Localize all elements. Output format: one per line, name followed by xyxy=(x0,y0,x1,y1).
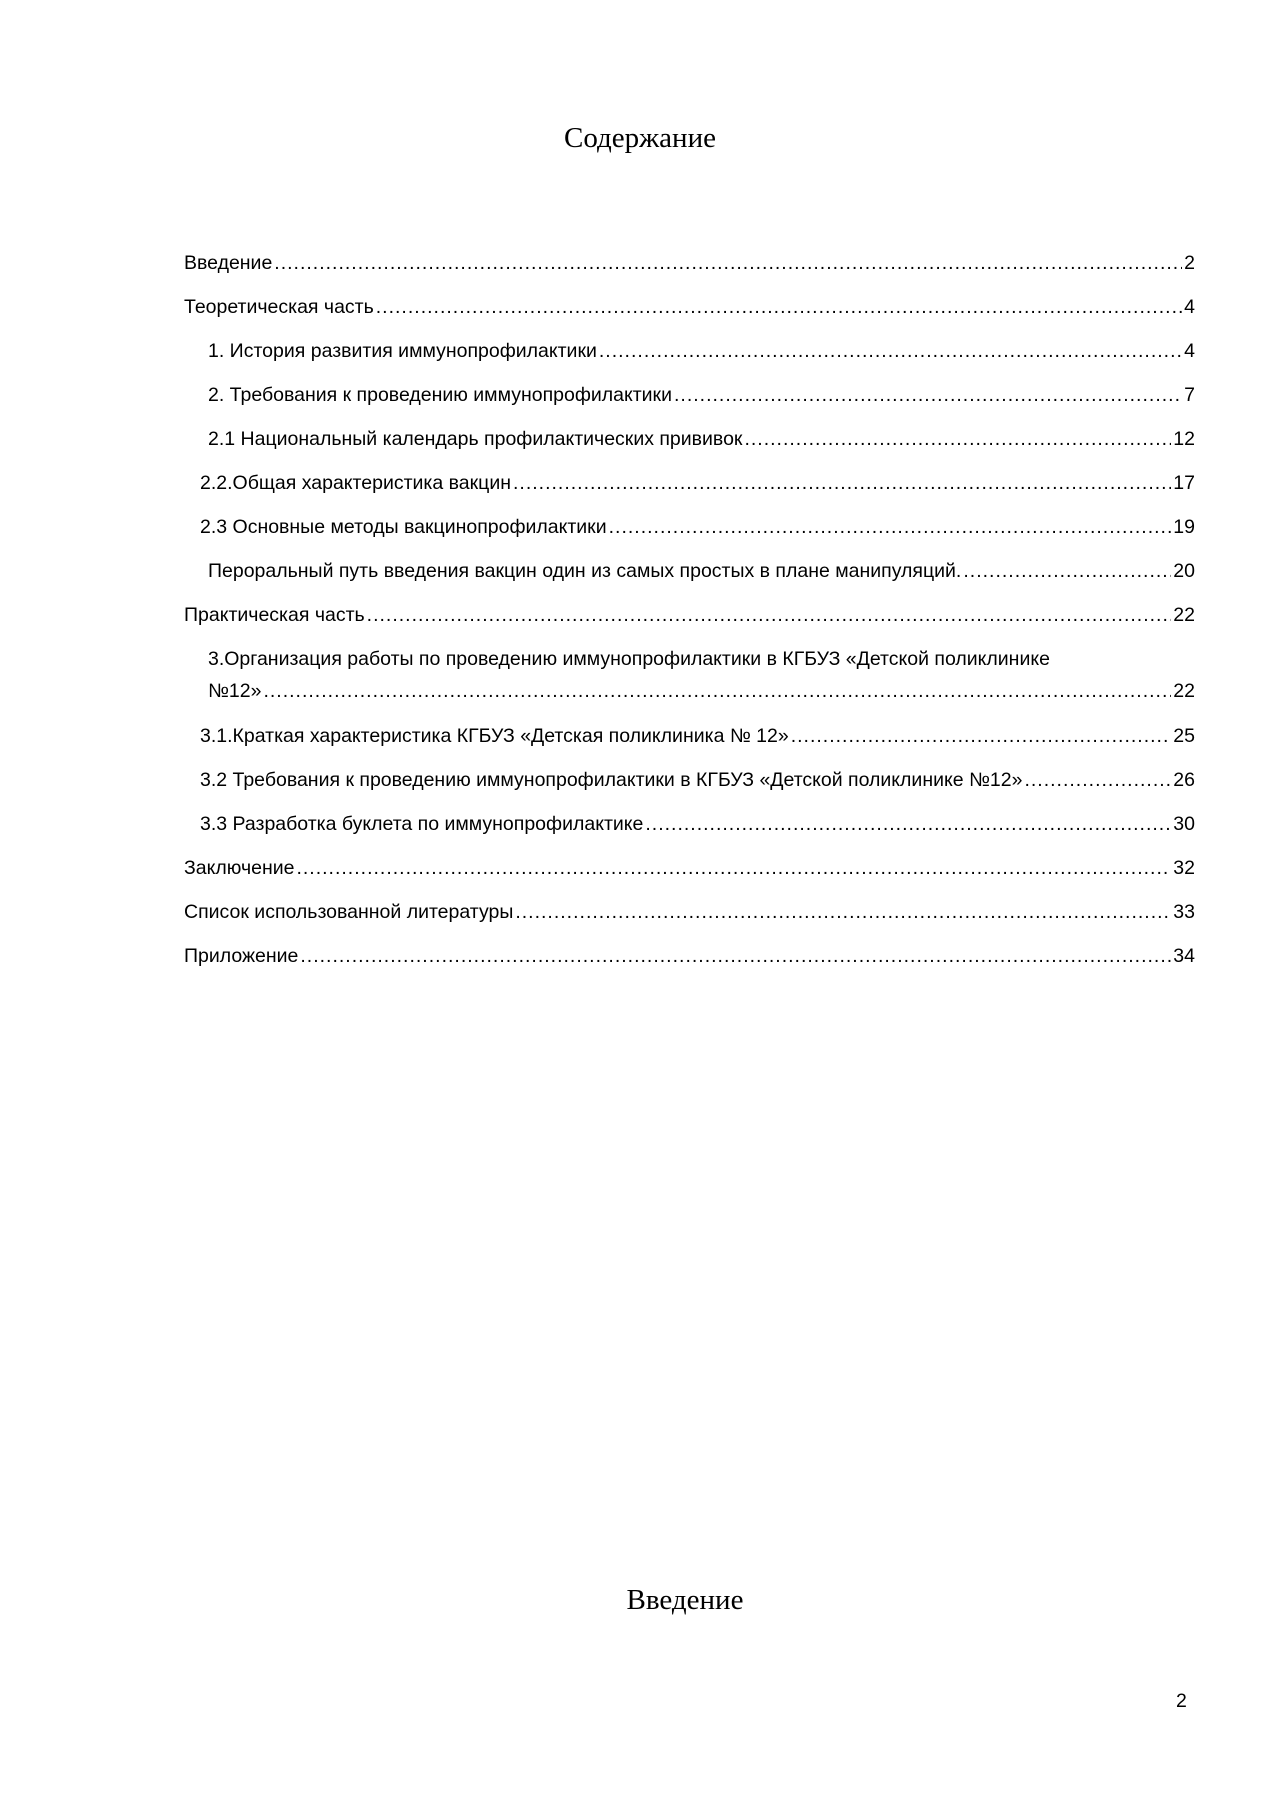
toc-entry[interactable] xyxy=(184,809,1195,853)
toc-entry[interactable] xyxy=(184,468,1195,512)
toc-leader-dots xyxy=(515,899,1171,925)
toc-entry[interactable] xyxy=(184,897,1195,941)
toc-page-number: 4 xyxy=(1184,296,1195,318)
toc-entry-text: Практическая часть xyxy=(184,604,365,626)
toc-leader-dots xyxy=(674,382,1182,408)
toc-entry[interactable] xyxy=(184,336,1195,380)
toc-leader-dots xyxy=(300,943,1171,969)
toc-leader-dots xyxy=(791,723,1172,749)
toc-entry[interactable] xyxy=(184,765,1195,809)
toc-page-number: 2 xyxy=(1184,252,1195,274)
toc-entry[interactable] xyxy=(184,600,1195,644)
toc-leader-dots xyxy=(296,855,1171,881)
toc-leader-dots xyxy=(367,602,1172,628)
toc-page-number: 34 xyxy=(1173,945,1195,967)
section-heading: Введение xyxy=(626,1584,744,1616)
toc-leader-dots xyxy=(263,678,1171,704)
toc-page-number: 19 xyxy=(1173,516,1195,538)
toc-leader-dots xyxy=(274,250,1182,276)
toc-entry-text: 2.2.Общая характеристика вакцин xyxy=(200,472,511,494)
toc-page-number: 22 xyxy=(1173,680,1195,702)
toc-entry-text: Приложение xyxy=(184,945,299,967)
toc-page-number: 17 xyxy=(1173,472,1195,494)
toc-entry-text: 3.3 Разработка буклета по иммунопрофилактике xyxy=(200,813,644,835)
toc-entry-text: 3.1.Краткая характеристика КГБУЗ «Детская поликлиника № 12» xyxy=(200,725,789,747)
toc-entry[interactable] xyxy=(184,380,1195,424)
toc-page-number: 12 xyxy=(1173,428,1195,450)
page-title: Содержание xyxy=(564,122,716,154)
toc-entry[interactable] xyxy=(184,556,1195,600)
toc-entry[interactable] xyxy=(184,424,1195,468)
toc-entry[interactable] xyxy=(184,292,1195,336)
toc-entry[interactable] xyxy=(184,721,1195,765)
toc-entry-text: №12» xyxy=(208,680,262,702)
toc-entry-text: Список использованной литературы xyxy=(184,901,514,923)
toc-leader-dots xyxy=(599,338,1182,364)
toc-entry[interactable] xyxy=(184,644,1195,721)
toc-entry[interactable] xyxy=(184,512,1195,556)
toc-entry-text: 2.3 Основные методы вакцинопрофилактики xyxy=(200,516,607,538)
toc-page-number: 7 xyxy=(1184,384,1195,406)
toc-leader-dots xyxy=(376,294,1182,320)
toc-entry-text: 2. Требования к проведению иммунопрофилактики xyxy=(208,384,672,406)
toc-entry-text: 3.2 Требования к проведению иммунопрофилактики в КГБУЗ «Детской поликлинике №12» xyxy=(200,769,1023,791)
toc-leader-dots xyxy=(645,811,1171,837)
toc-page-number: 26 xyxy=(1173,769,1195,791)
toc-entry[interactable] xyxy=(184,853,1195,897)
toc-leader-dots xyxy=(744,426,1171,452)
toc-page-number: 25 xyxy=(1173,725,1195,747)
toc-entry[interactable] xyxy=(184,941,1195,985)
page-number: 2 xyxy=(1176,1690,1187,1712)
toc-entry-text: 1. История развития иммунопрофилактики xyxy=(208,340,597,362)
toc-entry-text-line1: 3.Организация работы по проведению иммунопрофилактики в КГБУЗ «Детской поликлинике xyxy=(208,648,1050,670)
toc-page-number: 20 xyxy=(1173,560,1195,582)
toc-leader-dots xyxy=(609,514,1172,540)
toc-entry-text: Заключение xyxy=(184,857,295,879)
toc-page-number: 4 xyxy=(1184,340,1195,362)
toc-page-number: 30 xyxy=(1173,813,1195,835)
table-of-contents xyxy=(184,248,1195,985)
toc-entry[interactable] xyxy=(184,248,1195,292)
toc-leader-dots xyxy=(513,470,1171,496)
toc-page-number: 32 xyxy=(1173,857,1195,879)
toc-entry-text: Введение xyxy=(184,252,273,274)
toc-leader-dots xyxy=(1024,767,1171,793)
toc-page-number: 33 xyxy=(1173,901,1195,923)
toc-entry-text: Теоретическая часть xyxy=(184,296,374,318)
toc-page-number: 22 xyxy=(1173,604,1195,626)
toc-entry-text: Пероральный путь введения вакцин один из самых простых в плане манипуляций. xyxy=(208,560,962,582)
toc-entry-text: 2.1 Национальный календарь профилактических прививок xyxy=(208,428,743,450)
toc-leader-dots xyxy=(963,558,1171,584)
